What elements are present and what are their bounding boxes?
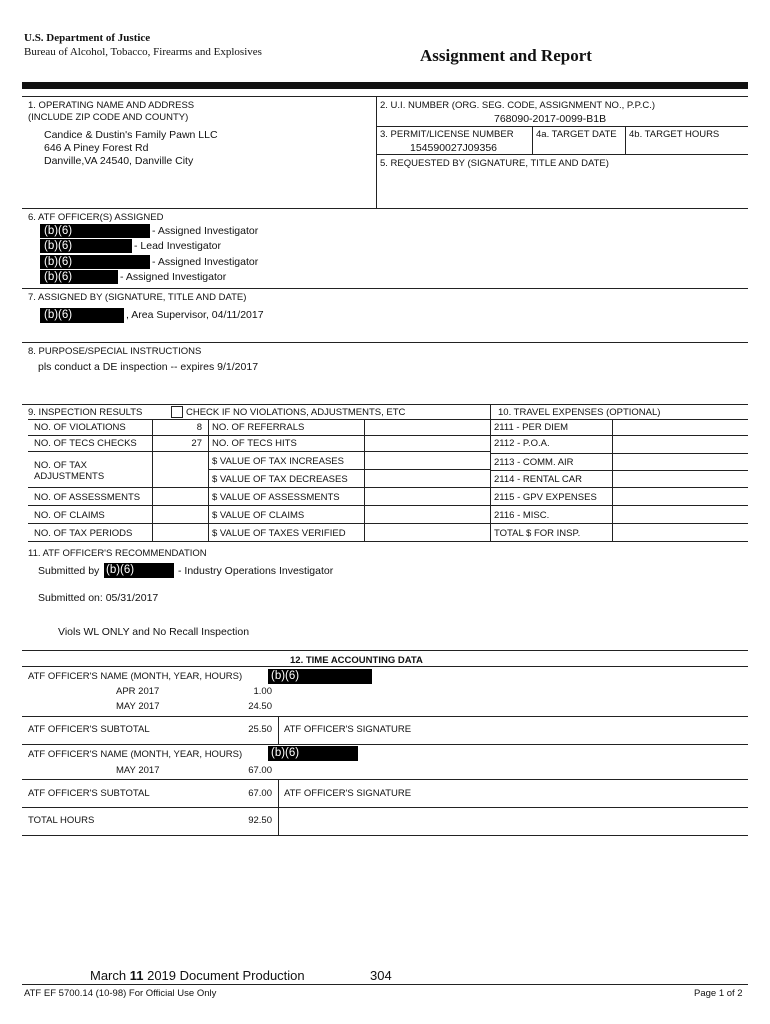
claims-label: NO. OF CLAIMS: [34, 510, 105, 521]
divider: [490, 487, 748, 488]
tax-adj-label: NO. OF TAX: [34, 460, 87, 471]
footer-rule: [22, 984, 748, 985]
submitted-by-redacted: (b)(6): [106, 564, 135, 576]
box10-label: 10. TRAVEL EXPENSES (OPTIONAL): [498, 407, 661, 418]
divider: [22, 650, 748, 651]
officer1-redacted: (b)(6): [271, 670, 300, 682]
divider: [376, 96, 377, 208]
ui-number: 768090-2017-0099-B1B: [494, 113, 607, 125]
tecs-checks-value: 27: [191, 438, 202, 449]
officer-4-role: - Assigned Investigator: [120, 271, 227, 283]
box1-label: 1. OPERATING NAME AND ADDRESS: [28, 100, 195, 111]
divider: [22, 716, 748, 717]
violations-label: NO. OF VIOLATIONS: [34, 422, 126, 433]
box6-label: 6. ATF OFFICER(S) ASSIGNED: [28, 212, 164, 223]
divider: [208, 469, 490, 470]
expense-total: TOTAL $ FOR INSP.: [494, 528, 581, 539]
officer1-hours-1: 1.00: [253, 686, 272, 697]
divider: [28, 505, 490, 506]
divider: [278, 779, 279, 807]
divider: [490, 435, 748, 436]
officer-1-role: - Assigned Investigator: [152, 225, 259, 237]
officer1-month-2: MAY 2017: [116, 701, 160, 712]
divider: [612, 419, 613, 541]
officer-3-role: - Assigned Investigator: [152, 256, 259, 268]
permit-number: 154590027J09356: [410, 142, 498, 154]
officer1-hours-2: 24.50: [248, 701, 272, 712]
val-assessments-label: $ VALUE OF ASSESSMENTS: [212, 492, 340, 503]
tecs-hits-label: NO. OF TECS HITS: [212, 438, 297, 449]
operating-street: 646 A Piney Forest Rd: [44, 142, 149, 154]
divider: [278, 807, 279, 835]
expense-comm-air: 2113 - COMM. AIR: [494, 457, 574, 468]
divider: [22, 807, 748, 808]
divider: [532, 126, 533, 154]
val-claims-label: $ VALUE OF CLAIMS: [212, 510, 305, 521]
divider: [490, 541, 748, 542]
officer2-month-1: MAY 2017: [116, 765, 160, 776]
box5-label: 5. REQUESTED BY (SIGNATURE, TITLE AND DATE): [380, 158, 609, 169]
department-name: U.S. Department of Justice: [24, 32, 151, 44]
divider: [208, 419, 209, 541]
total-hours: 92.50: [248, 815, 272, 826]
divider: [22, 288, 748, 289]
box7-label: 7. ASSIGNED BY (SIGNATURE, TITLE AND DATE): [28, 292, 247, 303]
total-hours-label: TOTAL HOURS: [28, 815, 95, 826]
tax-adj-sublabel: ADJUSTMENTS: [34, 471, 105, 482]
divider: [625, 126, 626, 154]
divider: [364, 419, 365, 541]
expense-gpv: 2115 - GPV EXPENSES: [494, 492, 597, 503]
form-title: Assignment and Report: [420, 46, 592, 65]
box3-label: 3. PERMIT/LICENSE NUMBER: [380, 129, 514, 140]
box8-label: 8. PURPOSE/SPECIAL INSTRUCTIONS: [28, 346, 202, 357]
assessments-label: NO. OF ASSESSMENTS: [34, 492, 141, 503]
divider: [278, 716, 279, 744]
page-stamp: 304: [370, 968, 392, 983]
officer-4-redacted: (b)(6): [44, 271, 73, 283]
box9-label: 9. INSPECTION RESULTS: [28, 407, 143, 418]
divider: [22, 404, 748, 405]
divider: [490, 470, 748, 471]
submitted-by-role: - Industry Operations Investigator: [178, 565, 334, 577]
submitted-by-label: Submitted by: [38, 565, 100, 577]
box2-label: 2. U.I. NUMBER (ORG. SEG. CODE, ASSIGNMENT NO., P.P.C.): [380, 100, 656, 111]
operating-city: Danville,VA 24540, Danville City: [44, 155, 194, 167]
officer1-signature-label: ATF OFFICER'S SIGNATURE: [284, 724, 412, 735]
divider: [28, 419, 490, 420]
divider: [22, 96, 748, 97]
page-number: Page 1 of 2: [694, 988, 743, 999]
expense-misc: 2116 - MISC.: [494, 510, 550, 521]
divider: [22, 208, 748, 209]
box11-label: 11. ATF OFFICER'S RECOMMENDATION: [28, 548, 207, 559]
divider: [490, 404, 491, 542]
officer1-subtotal-label: ATF OFFICER'S SUBTOTAL: [28, 724, 150, 735]
divider: [28, 523, 490, 524]
officer2-redacted: (b)(6): [271, 747, 300, 759]
tax-increases-label: $ VALUE OF TAX INCREASES: [212, 456, 344, 467]
assigned-by-text: , Area Supervisor, 04/11/2017: [126, 309, 264, 321]
expense-per-diem: 2111 - PER DIEM: [494, 422, 569, 433]
divider: [22, 835, 748, 836]
divider: [376, 126, 748, 127]
divider: [22, 666, 748, 667]
divider: [28, 487, 490, 488]
divider: [22, 779, 748, 780]
tax-decreases-label: $ VALUE OF TAX DECREASES: [212, 474, 348, 485]
officer-2-role: - Lead Investigator: [134, 240, 221, 252]
bureau-name: Bureau of Alcohol, Tobacco, Firearms and Explosives: [24, 46, 262, 58]
form-identifier: ATF EF 5700.14 (10-98) For Official Use Only: [24, 988, 217, 999]
tecs-checks-label: NO. OF TECS CHECKS: [34, 438, 137, 449]
divider: [28, 435, 490, 436]
expense-poa: 2112 - P.O.A.: [494, 438, 550, 449]
officer-1-redacted: (b)(6): [44, 225, 73, 237]
box4b-label: 4b. TARGET HOURS: [629, 129, 720, 140]
divider: [376, 154, 748, 155]
no-violations-label: CHECK IF NO VIOLATIONS, ADJUSTMENTS, ETC: [186, 407, 406, 418]
header-rule: [22, 82, 748, 89]
taxes-verified-label: $ VALUE OF TAXES VERIFIED: [212, 528, 346, 539]
officer2-subtotal: 67.00: [248, 788, 272, 799]
expense-rental-car: 2114 - RENTAL CAR: [494, 474, 582, 485]
divider: [490, 453, 748, 454]
production-stamp: March 11 2019 Document Production: [90, 968, 305, 983]
purpose-text: pls conduct a DE inspection -- expires 9/1/2017: [38, 361, 259, 373]
no-violations-checkbox[interactable]: [171, 406, 183, 418]
divider: [490, 505, 748, 506]
divider: [22, 744, 748, 745]
divider: [490, 523, 748, 524]
officer2-name-label: ATF OFFICER'S NAME (MONTH, YEAR, HOURS): [28, 749, 243, 760]
referrals-label: NO. OF REFERRALS: [212, 422, 305, 433]
box1-sublabel: (INCLUDE ZIP CODE AND COUNTY): [28, 112, 189, 123]
divider: [22, 342, 748, 343]
submitted-on: Submitted on: 05/31/2017: [38, 592, 159, 604]
tax-periods-label: NO. OF TAX PERIODS: [34, 528, 133, 539]
officer1-name-label: ATF OFFICER'S NAME (MONTH, YEAR, HOURS): [28, 671, 243, 682]
officer-2-redacted: (b)(6): [44, 240, 73, 252]
officer1-month-1: APR 2017: [116, 686, 160, 697]
divider: [28, 541, 490, 542]
box4a-label: 4a. TARGET DATE: [536, 129, 617, 140]
officer2-signature-label: ATF OFFICER'S SIGNATURE: [284, 788, 412, 799]
officer-3-redacted: (b)(6): [44, 256, 73, 268]
recommendation-note: Viols WL ONLY and No Recall Inspection: [58, 626, 250, 638]
violations-value: 8: [196, 422, 202, 433]
officer2-subtotal-label: ATF OFFICER'S SUBTOTAL: [28, 788, 150, 799]
operating-name: Candice & Dustin's Family Pawn LLC: [44, 129, 218, 141]
box12-label: 12. TIME ACCOUNTING DATA: [290, 655, 423, 666]
officer1-subtotal: 25.50: [248, 724, 272, 735]
divider: [28, 451, 490, 452]
assigned-by-redacted: (b)(6): [44, 309, 73, 321]
officer2-hours-1: 67.00: [248, 765, 272, 776]
divider: [490, 419, 748, 420]
